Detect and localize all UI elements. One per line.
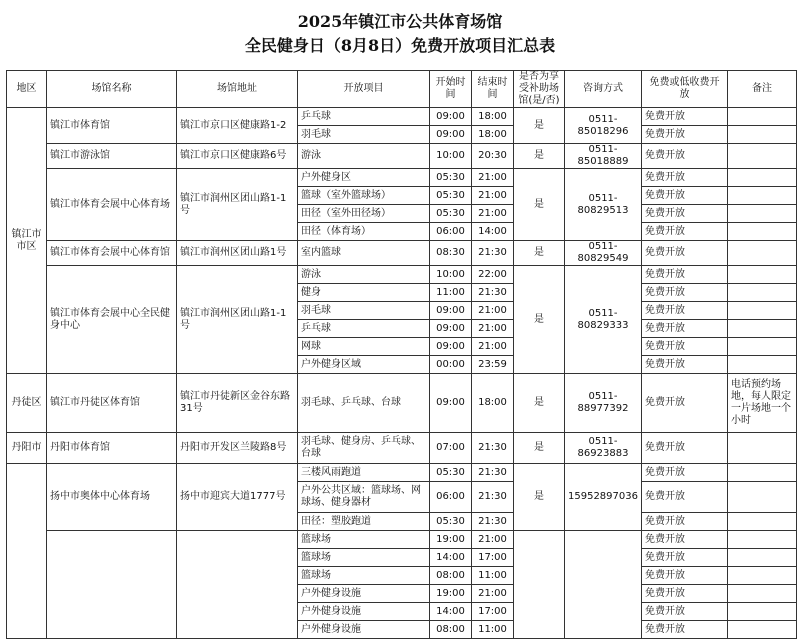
contact-cell: 0511-85018296 [565,108,642,144]
contact-cell: 0511-85018889 [565,144,642,169]
title-line-1: 2025年镇江市公共体育场馆 [297,12,503,31]
end-time: 23:59 [472,356,514,374]
header-venue: 场馆名称 [47,71,177,108]
header-free: 免费或低收费开放 [642,71,728,108]
venue-name: 丹阳市体育馆 [47,433,177,464]
note-cell [728,338,797,356]
note-cell [728,241,797,266]
note-cell [728,144,797,169]
end-time: 14:00 [472,223,514,241]
end-time: 21:00 [472,338,514,356]
contact-cell: 0511-86923883 [565,433,642,464]
end-time: 17:00 [472,603,514,621]
end-time: 21:00 [472,585,514,603]
header-address: 场馆地址 [177,71,298,108]
free-cell: 免费开放 [642,108,728,126]
start-time: 19:00 [430,585,472,603]
venue-name: 镇江市体育会展中心体育场 [47,169,177,241]
item-cell: 户外健身设施 [298,621,430,639]
venue-table [6,70,797,639]
note-cell [728,603,797,621]
start-time: 14:00 [430,549,472,567]
table-header-row [7,71,797,108]
header-start: 开始时间 [430,71,472,108]
note-cell [728,126,797,144]
free-cell: 免费开放 [642,356,728,374]
header-contact: 咨询方式 [565,71,642,108]
end-time: 21:00 [472,302,514,320]
free-cell: 免费开放 [642,464,728,482]
end-time: 21:30 [472,433,514,464]
venue-address: 镇江市丹徒新区金谷东路31号 [177,374,298,433]
free-cell: 免费开放 [642,567,728,585]
start-time: 05:30 [430,169,472,187]
table-row [7,374,797,433]
end-time: 21:30 [472,464,514,482]
end-time: 18:00 [472,108,514,126]
note-cell [728,549,797,567]
end-time: 21:00 [472,320,514,338]
contact-cell [565,531,642,639]
contact-cell: 0511-80829333 [565,266,642,374]
end-time: 17:00 [472,549,514,567]
start-time: 14:00 [430,603,472,621]
free-cell: 免费开放 [642,320,728,338]
note-cell [728,169,797,187]
item-cell: 篮球场 [298,567,430,585]
subsidy-cell: 是 [514,241,565,266]
free-cell: 免费开放 [642,266,728,284]
end-time: 21:00 [472,531,514,549]
start-time: 07:00 [430,433,472,464]
free-cell: 免费开放 [642,205,728,223]
venue-address: 镇江市润州区团山路1-1号 [177,169,298,241]
region-cell: 丹徒区 [7,374,47,433]
subsidy-cell: 是 [514,374,565,433]
subsidy-cell: 是 [514,464,565,531]
venue-address: 扬中市迎宾大道1777号 [177,464,298,531]
start-time: 09:00 [430,126,472,144]
venue-name: 镇江市游泳馆 [47,144,177,169]
item-cell: 田径：塑胶跑道 [298,513,430,531]
free-cell: 免费开放 [642,187,728,205]
item-cell: 羽毛球 [298,126,430,144]
table-row [7,108,797,126]
item-cell: 户外公共区域：篮球场、网球场、健身器材 [298,482,430,513]
start-time: 05:30 [430,187,472,205]
item-cell: 户外健身设施 [298,585,430,603]
region-cell [7,464,47,639]
start-time: 06:00 [430,482,472,513]
item-cell: 三楼风雨跑道 [298,464,430,482]
free-cell: 免费开放 [642,241,728,266]
start-time: 05:30 [430,464,472,482]
document-title [0,10,800,58]
end-time: 11:00 [472,621,514,639]
header-item: 开放项目 [298,71,430,108]
start-time: 08:00 [430,567,472,585]
item-cell: 篮球场 [298,531,430,549]
end-time: 20:30 [472,144,514,169]
note-cell [728,284,797,302]
end-time: 21:00 [472,187,514,205]
venue-name: 镇江市丹徒区体育馆 [47,374,177,433]
free-cell: 免费开放 [642,513,728,531]
free-cell: 免费开放 [642,284,728,302]
free-cell: 免费开放 [642,126,728,144]
end-time: 18:00 [472,374,514,433]
free-cell: 免费开放 [642,585,728,603]
note-cell [728,108,797,126]
item-cell: 篮球场 [298,549,430,567]
table-row [7,169,797,187]
start-time: 09:00 [430,302,472,320]
venue-name: 镇江市体育会展中心全民健身中心 [47,266,177,374]
table-row [7,241,797,266]
subsidy-cell: 是 [514,169,565,241]
free-cell: 免费开放 [642,549,728,567]
header-note: 备注 [728,71,797,108]
start-time: 08:00 [430,621,472,639]
venue-name [47,531,177,639]
note-cell: 电话预约场地，每人限定一片场地一个小时 [728,374,797,433]
end-time: 21:00 [472,169,514,187]
note-cell [728,266,797,284]
end-time: 21:30 [472,284,514,302]
subsidy-cell: 是 [514,108,565,144]
note-cell [728,464,797,482]
table-row [7,144,797,169]
note-cell [728,356,797,374]
note-cell [728,223,797,241]
venue-address: 丹阳市开发区兰陵路8号 [177,433,298,464]
note-cell [728,513,797,531]
contact-cell: 0511-80829549 [565,241,642,266]
contact-cell: 0511-80829513 [565,169,642,241]
venue-address: 镇江市京口区健康路6号 [177,144,298,169]
item-cell: 乒乓球 [298,320,430,338]
venue-address: 镇江市润州区团山路1-1号 [177,266,298,374]
end-time: 21:30 [472,241,514,266]
venue-address [177,531,298,639]
subsidy-cell: 是 [514,266,565,374]
item-cell: 游泳 [298,144,430,169]
item-cell: 户外健身设施 [298,603,430,621]
note-cell [728,585,797,603]
start-time: 05:30 [430,513,472,531]
end-time: 18:00 [472,126,514,144]
contact-cell: 0511-88977392 [565,374,642,433]
item-cell: 游泳 [298,266,430,284]
free-cell: 免费开放 [642,144,728,169]
note-cell [728,205,797,223]
region-cell: 丹阳市 [7,433,47,464]
item-cell: 乒乓球 [298,108,430,126]
start-time: 09:00 [430,374,472,433]
start-time: 10:00 [430,144,472,169]
start-time: 05:30 [430,205,472,223]
free-cell: 免费开放 [642,531,728,549]
note-cell [728,621,797,639]
note-cell [728,567,797,585]
end-time: 21:30 [472,482,514,513]
contact-cell: 15952897036 [565,464,642,531]
free-cell: 免费开放 [642,433,728,464]
item-cell: 户外健身区 [298,169,430,187]
free-cell: 免费开放 [642,482,728,513]
venue-name: 镇江市体育会展中心体育馆 [47,241,177,266]
table-row [7,531,797,549]
item-cell: 室内篮球 [298,241,430,266]
title-line-2: 全民健身日（8月8日）免费开放项目汇总表 [244,36,556,55]
header-region: 地区 [7,71,47,108]
item-cell: 网球 [298,338,430,356]
start-time: 09:00 [430,320,472,338]
item-cell: 田径（室外田径场） [298,205,430,223]
item-cell: 健身 [298,284,430,302]
end-time: 11:00 [472,567,514,585]
free-cell: 免费开放 [642,302,728,320]
start-time: 06:00 [430,223,472,241]
start-time: 11:00 [430,284,472,302]
end-time: 22:00 [472,266,514,284]
venue-address: 镇江市润州区团山路1号 [177,241,298,266]
start-time: 09:00 [430,338,472,356]
region-cell: 镇江市市区 [7,108,47,374]
start-time: 19:00 [430,531,472,549]
note-cell [728,187,797,205]
free-cell: 免费开放 [642,223,728,241]
item-cell: 户外健身区域 [298,356,430,374]
item-cell: 羽毛球、乒乓球、台球 [298,374,430,433]
table-row [7,433,797,464]
free-cell: 免费开放 [642,621,728,639]
end-time: 21:30 [472,513,514,531]
venue-name: 镇江市体育馆 [47,108,177,144]
header-subsidy: 是否为享受补助场馆(是/否) [514,71,565,108]
subsidy-cell: 是 [514,144,565,169]
venue-address: 镇江市京口区健康路1-2 [177,108,298,144]
note-cell [728,531,797,549]
free-cell: 免费开放 [642,374,728,433]
start-time: 10:00 [430,266,472,284]
free-cell: 免费开放 [642,169,728,187]
free-cell: 免费开放 [642,603,728,621]
item-cell: 篮球（室外篮球场） [298,187,430,205]
end-time: 21:00 [472,205,514,223]
note-cell [728,302,797,320]
subsidy-cell [514,531,565,639]
note-cell [728,320,797,338]
note-cell [728,433,797,464]
start-time: 00:00 [430,356,472,374]
item-cell: 田径（体育场） [298,223,430,241]
item-cell: 羽毛球、健身房、乒乓球、台球 [298,433,430,464]
table-row [7,266,797,284]
header-end: 结束时间 [472,71,514,108]
free-cell: 免费开放 [642,338,728,356]
start-time: 08:30 [430,241,472,266]
table-row [7,464,797,482]
subsidy-cell: 是 [514,433,565,464]
start-time: 09:00 [430,108,472,126]
item-cell: 羽毛球 [298,302,430,320]
venue-name: 扬中市奥体中心体育场 [47,464,177,531]
note-cell [728,482,797,513]
